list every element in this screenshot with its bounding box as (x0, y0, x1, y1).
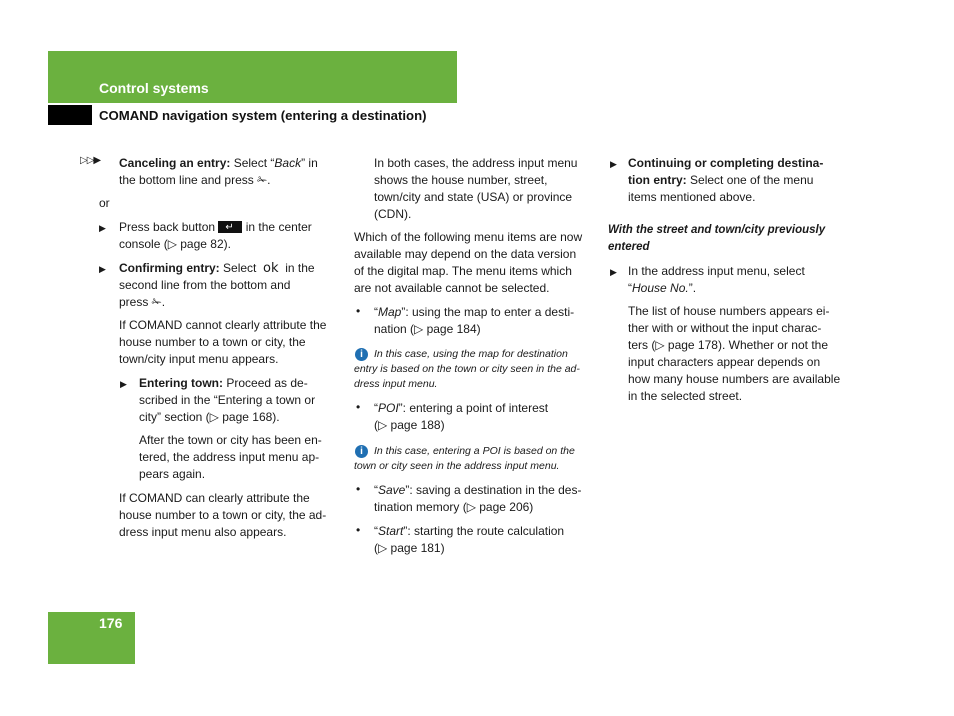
can-attribute-text: If COMAND can clearly attribute the house number to a town or city, the ad- dress input menu also appears. (119, 491, 327, 539)
section-title: Control systems (99, 80, 209, 96)
select-house-step: In the address input menu, select “House No.”. (628, 264, 805, 295)
bullet-triangle-icon: ▶ (99, 264, 106, 274)
cannot-attribute-text: If COMAND cannot clearly attribute the house number to a town or city, the town/city input menu appears. (119, 318, 327, 366)
house-list-text: The list of house numbers appears ei- ther with or without the input charac- ters (▷ page 178). Whether or not the input characters appear depends on how many house numbers are available in the selected street. (628, 304, 841, 403)
info-icon: i (355, 348, 368, 361)
entering-town-step: Entering town: Proceed as de- scribed in the “Entering a town or city” section (▷ page 168). (139, 376, 316, 424)
or-text: or (99, 196, 110, 210)
continued-marker-icon: ▷▷▶ (80, 155, 101, 166)
subheading: With the street and town/city previously entered (608, 224, 826, 253)
poi-note: In this case, entering a POI is based on the town or city seen in the address input menu. (354, 445, 575, 472)
after-town-text: After the town or city has been en- tered, the address input menu ap- pears again. (139, 433, 322, 481)
bullet-triangle-icon: ▶ (610, 159, 617, 169)
map-note: In this case, using the map for destination entry is based on the town or city seen in the ad- dress input menu. (354, 348, 580, 390)
bullet-dot-icon: • (356, 304, 361, 318)
confirm-entry: Confirming entry: Select ok in the second line from the bottom and press ✁. (119, 261, 315, 309)
bullet-dot-icon: • (356, 523, 361, 537)
ok-key: ok (263, 261, 279, 276)
info-icon: i (355, 445, 368, 458)
back-button-icon (218, 221, 242, 233)
start-item: “Start”: starting the route calculation (▷ page 181) (374, 524, 565, 555)
both-cases-text: In both cases, the address input menu shows the house number, street, town/city and state (USA) or province (CDN). (374, 156, 578, 221)
press-back-step: Press back button ↵ in the center console (▷ page 82). (119, 219, 349, 253)
map-item: “Map”: using the map to enter a desti- nation (▷ page 184) (374, 305, 575, 336)
bullet-triangle-icon: ▶ (610, 267, 617, 277)
bullet-dot-icon: • (356, 400, 361, 414)
poi-item: “POI”: entering a point of interest (▷ page 188) (374, 401, 549, 432)
section-subtitle: COMAND navigation system (entering a destination) (99, 108, 427, 123)
save-item: “Save”: saving a destination in the des- tination memory (▷ page 206) (374, 483, 582, 514)
page-number: 176 (99, 615, 123, 631)
cancel-entry: Canceling an entry: Select “Back” in the bottom line and press ✁. (119, 156, 318, 187)
bullet-triangle-icon: ▶ (120, 379, 127, 389)
bullet-triangle-icon: ▶ (99, 223, 106, 233)
menu-availability-text: Which of the following menu items are now available may depend on the data version of the digital map. The menu items which are not available cannot be selected. (354, 230, 583, 295)
bullet-dot-icon: • (356, 482, 361, 496)
header-tab-marker (48, 105, 92, 125)
continue-entry: Continuing or completing destina- tion entry: Select one of the menu items mentioned above. (628, 156, 824, 204)
